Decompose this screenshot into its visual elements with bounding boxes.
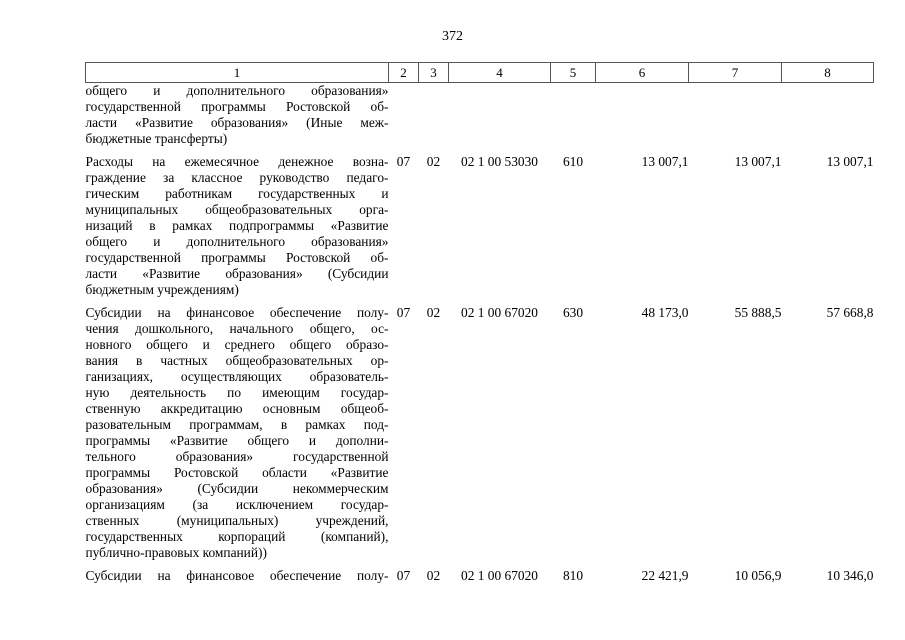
description-line: Расходы на ежемесячное денежное возна- (85, 154, 389, 169)
description-line: государственной программы Ростовской об- (85, 250, 389, 265)
column-header-2: 2 (389, 63, 419, 83)
column-header-8: 8 (782, 63, 874, 83)
section-code: 07 (396, 568, 411, 583)
amount-year-3: 10 346,0 (826, 568, 874, 583)
amount-year-3: 57 668,8 (826, 305, 874, 320)
description-line: ганизациях, осуществляющих образователь- (85, 369, 389, 384)
column-header-5: 5 (551, 63, 596, 83)
expense-description (86, 568, 389, 584)
description-line: ласти «Развитие образования» (Иные меж- (85, 115, 389, 130)
description-line: гическим работникам государственных и (85, 186, 389, 201)
continuation-row (86, 83, 874, 148)
page-number: 372 (442, 29, 463, 44)
column-number-header-row (86, 63, 874, 83)
description-line: программы «Развитие общего и дополни- (85, 433, 389, 448)
description-line: новного общего и среднего общего образо- (85, 337, 389, 352)
column-header-3: 3 (419, 63, 449, 83)
description-line: публично-правовых компаний)) (85, 545, 267, 560)
description-line: бюджетным учреждениям) (85, 282, 239, 297)
column-header-7: 7 (689, 63, 782, 83)
subsection-code: 02 (426, 154, 441, 169)
table-row (86, 305, 874, 561)
column-header-6: 6 (596, 63, 689, 83)
description-line: ственную аккредитацию основным общеоб- (85, 401, 389, 416)
table-row (86, 568, 874, 584)
target-article-code: 02 1 00 67020 (461, 568, 538, 583)
description-line: чения дошкольного, начального общего, ос- (85, 321, 389, 336)
amount-year-2: 13 007,1 (734, 154, 782, 169)
description-line: государственной программы Ростовской об- (85, 99, 389, 114)
amount-year-2: 10 056,9 (734, 568, 782, 583)
description-line: бюджетные трансферты) (85, 131, 228, 146)
description-line: разовательным программам, в рамках под- (85, 417, 389, 432)
column-header-4: 4 (449, 63, 551, 83)
amount-year-2: 55 888,5 (734, 305, 782, 320)
description-line: ственных (муниципальных) учреждений, (85, 513, 389, 528)
description-line: ласти «Развитие образования» (Субсидии (85, 266, 389, 281)
continuation-description (86, 83, 389, 148)
description-line: ную деятельность по имеющим государ- (85, 385, 389, 400)
description-line: образования» (Субсидии некоммерческим (85, 481, 389, 496)
subsection-code: 02 (426, 568, 441, 583)
description-line: граждение за классное руководство педаго- (85, 170, 389, 185)
amount-year-1: 13 007,1 (641, 154, 689, 169)
row-spacer (86, 298, 874, 305)
expense-description (86, 154, 389, 298)
target-article-code: 02 1 00 53030 (461, 154, 538, 169)
row-spacer (86, 147, 874, 154)
subsection-code: 02 (426, 305, 441, 320)
description-line: вания в частных общеобразовательных ор- (85, 353, 389, 368)
description-line: тельного образования» государственной (85, 449, 389, 464)
expense-type-code: 630 (562, 305, 584, 320)
description-line: общего и дополнительного образования» (85, 83, 389, 98)
budget-table (85, 62, 874, 584)
description-line: организациям (за исключением государ- (85, 497, 389, 512)
description-line: программы Ростовской области «Развитие (85, 465, 389, 480)
section-code: 07 (396, 154, 411, 169)
target-article-code: 02 1 00 67020 (461, 305, 538, 320)
section-code: 07 (396, 305, 411, 320)
column-header-1: 1 (86, 63, 389, 83)
expense-description (86, 305, 389, 561)
table-row (86, 154, 874, 298)
description-line: Субсидии на финансовое обеспечение полу- (85, 305, 389, 320)
row-spacer (86, 561, 874, 568)
description-line: государственных корпораций (компаний), (85, 529, 389, 544)
amount-year-1: 22 421,9 (641, 568, 689, 583)
description-line: Субсидии на финансовое обеспечение полу- (85, 568, 389, 583)
description-line: муниципальных общеобразовательных орга- (85, 202, 389, 217)
amount-year-3: 13 007,1 (826, 154, 874, 169)
expense-type-code: 810 (562, 568, 584, 583)
description-line: общего и дополнительного образования» (85, 234, 389, 249)
expense-type-code: 610 (562, 154, 584, 169)
amount-year-1: 48 173,0 (641, 305, 689, 320)
description-line: низаций в рамках подпрограммы «Развитие (85, 218, 389, 233)
